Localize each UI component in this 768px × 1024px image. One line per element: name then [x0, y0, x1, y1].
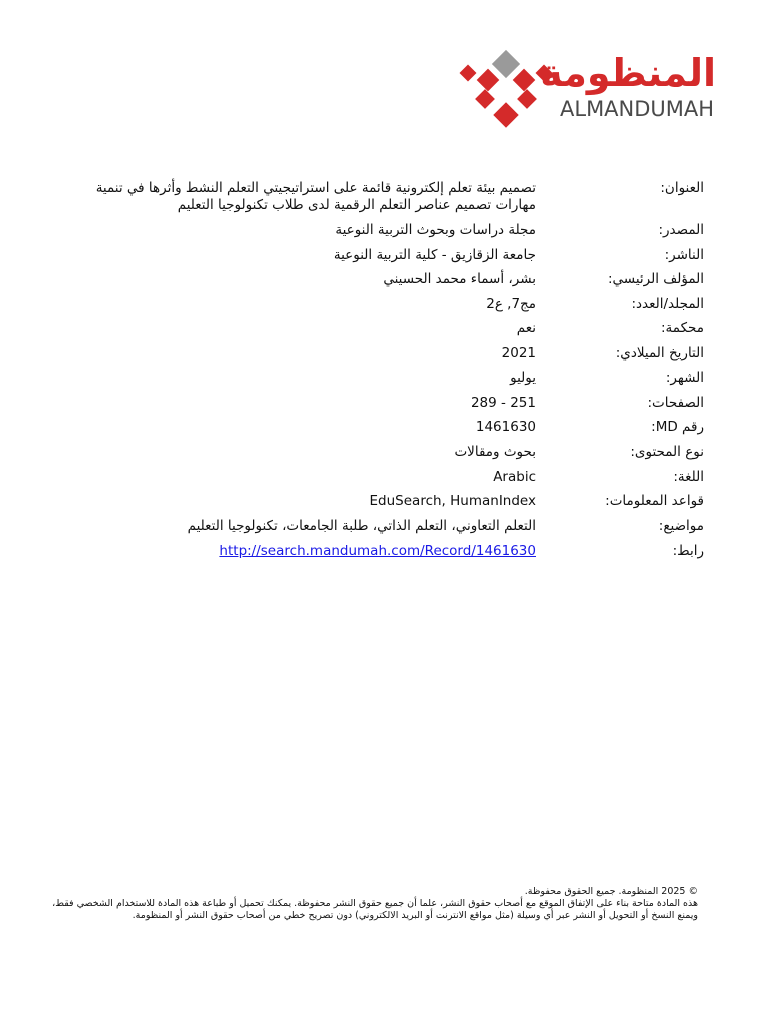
- refereed-value: نعم: [516, 320, 536, 336]
- content-type-value: بحوث ومقالات: [454, 444, 536, 460]
- pages-value: 251 - 289: [470, 395, 536, 411]
- md-number-label: رقم MD:: [651, 419, 704, 435]
- refereed-label: محكمة:: [661, 320, 704, 336]
- logo-english-text: ALMANDUMAH: [560, 97, 715, 121]
- link-value: [90, 543, 536, 560]
- subjects-label: مواضيع:: [658, 518, 704, 534]
- publisher-label: الناشر:: [664, 247, 704, 263]
- publisher-value: جامعة الزقازيق - كلية التربية النوعية: [333, 247, 536, 263]
- copyright-notice: هذه المادة متاحة بناء على الإتفاق الموقع مع أصحاب حقوق النشر، علما أن جميع حقوق النشر محفوظة. يمكنك تحميل أو طباعة هذه المادة للاستخدام الشخصي فقط، ويمنع النسخ أو التحويل أو النشر عبر أي وسيلة (مثل مواقع الانترنت أو البريد الالكتروني) دون تصريح خطي من أصحاب حقوق النشر أو المنظومة.: [52, 898, 698, 921]
- volume-label: المجلد/العدد:: [631, 296, 704, 312]
- volume-value: مج7, ع2: [486, 296, 536, 312]
- record-link[interactable]: http://search.mandumah.com/Record/1461630: [219, 543, 536, 559]
- year-value: 2021: [501, 345, 536, 361]
- author-value: بشر، أسماء محمد الحسيني: [383, 271, 536, 287]
- copyright-line: © 2025 المنظومة. جميع الحقوق محفوظة.: [524, 886, 698, 897]
- title-label: العنوان:: [660, 180, 704, 196]
- content-type-label: نوع المحتوى:: [630, 444, 704, 460]
- databases-label: قواعد المعلومات:: [605, 493, 704, 509]
- copyright-footer: [50, 886, 698, 922]
- databases-value: EduSearch, HumanIndex: [369, 493, 536, 509]
- almandumah-logo: [456, 48, 718, 130]
- pages-label: الصفحات:: [647, 395, 704, 411]
- source-label: المصدر:: [658, 222, 704, 238]
- author-label: المؤلف الرئيسي:: [607, 271, 704, 287]
- year-label: التاريخ الميلادي:: [615, 345, 704, 361]
- logo-arabic-text: المنظومة: [540, 51, 716, 95]
- title-value: تصميم بيئة تعلم إلكترونية قائمة على استراتيجيتي التعلم النشط وأثرها في تنمية مهارات تصميم عناصر التعلم الرقمية لدى طلاب تكنولوجيا التعليم: [95, 180, 536, 213]
- subjects-value: التعلم التعاوني، التعلم الذاتي، طلبة الجامعات، تكنولوجيا التعليم: [187, 518, 536, 534]
- language-label: اللغة:: [673, 469, 704, 485]
- language-value: Arabic: [493, 469, 536, 485]
- month-value: يوليو: [510, 370, 536, 386]
- md-number-value: 1461630: [475, 419, 536, 435]
- month-label: الشهر:: [665, 370, 704, 386]
- link-label: رابط:: [672, 543, 704, 559]
- source-value: مجلة دراسات وبحوث التربية النوعية: [335, 222, 536, 238]
